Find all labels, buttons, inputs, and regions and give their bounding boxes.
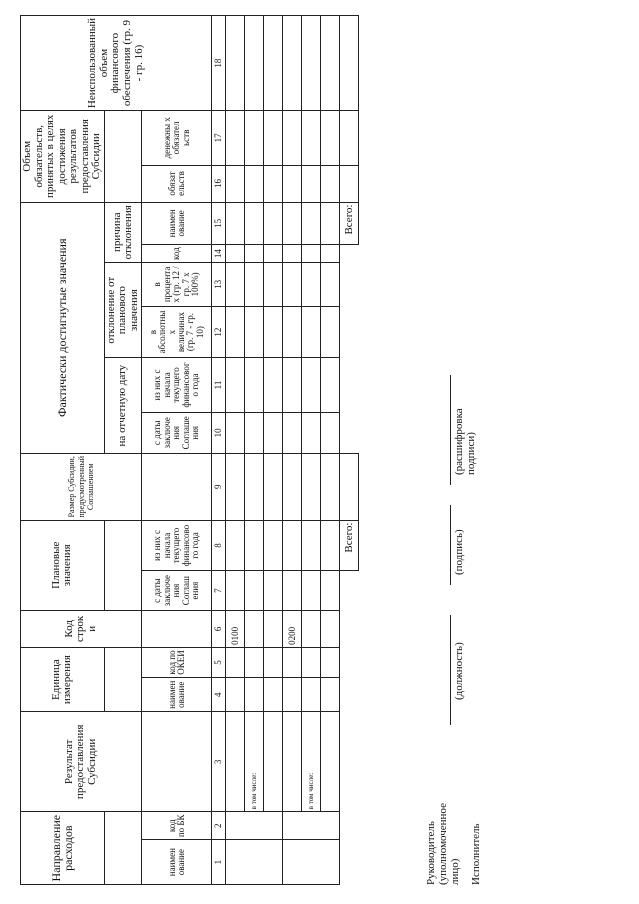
col-number: 7: [212, 571, 226, 610]
col-number: 18: [212, 16, 226, 111]
cell: [321, 263, 340, 307]
cell: [245, 16, 264, 111]
table-row: [264, 16, 283, 885]
cell: [264, 520, 283, 571]
including-cell: в том числе:: [302, 712, 321, 812]
cell: [321, 111, 340, 165]
cell: [226, 16, 245, 111]
col-number: 16: [212, 165, 226, 202]
header-dev-abs: в абсолютны х величинах (гр. 7 - гр. 10): [142, 306, 212, 358]
header-result: [21, 712, 142, 812]
spacer: [142, 610, 212, 647]
cell: [321, 165, 340, 202]
header-result-text: Результат предоставления Субсидии: [62, 724, 98, 800]
cell: [321, 647, 340, 677]
cell: [283, 812, 340, 840]
header-row-code: Код строк и: [21, 610, 142, 647]
cell: [283, 245, 302, 263]
header-obligations: Объем обязательств, принятых в целях достижения результатов предоставления Субсидии: [21, 111, 105, 202]
cell: [283, 647, 302, 677]
cell: [340, 111, 359, 165]
table-row: [245, 16, 264, 885]
cell: [226, 520, 245, 571]
header-direction-name: наимен ование: [142, 840, 212, 885]
cell: [302, 610, 321, 647]
position-caption: (должность): [453, 642, 465, 700]
table-row: [283, 16, 302, 885]
cell: [340, 165, 359, 202]
cell: [245, 412, 264, 453]
cell: [302, 520, 321, 571]
decipher-caption: (расшифровка подписи): [453, 408, 477, 475]
cell: [283, 712, 302, 812]
col-number: 9: [212, 453, 226, 520]
table-row: [321, 16, 340, 885]
col-number: 8: [212, 520, 226, 571]
cell: [264, 263, 283, 307]
header-on-date-from: с даты заключе ния Соглаше ния: [142, 412, 212, 453]
cell: [264, 202, 283, 245]
header-planned-from: с даты заключе ния Соглаш ения: [142, 571, 212, 610]
cell: [226, 245, 245, 263]
col-number: 12: [212, 306, 226, 358]
cell: [283, 358, 302, 412]
including-cell: в том числе:: [245, 712, 264, 812]
cell: [321, 678, 340, 712]
col-number: 10: [212, 412, 226, 453]
cell: [321, 453, 340, 520]
header-unused: Неиспользованный объем финансового обеспечения (гр. 9 - гр. 16): [21, 16, 212, 111]
cell: [226, 165, 245, 202]
cell: [302, 263, 321, 307]
cell: [245, 678, 264, 712]
cell: [226, 453, 245, 520]
cell: [302, 678, 321, 712]
cell: [226, 111, 245, 165]
cell: [302, 571, 321, 610]
col-number: 3: [212, 712, 226, 812]
col-number: 14: [212, 245, 226, 263]
spacer: [340, 571, 359, 885]
cell: [245, 610, 264, 647]
cell: [302, 412, 321, 453]
header-planned-year: из них с начала текущего финансово го года: [142, 520, 212, 571]
cell: [226, 840, 283, 885]
cell: [226, 306, 245, 358]
cell: [302, 202, 321, 245]
header-unit: Единица измерения: [21, 647, 105, 711]
cell: [283, 202, 302, 245]
cell: [264, 453, 283, 520]
header-obl-obligations: обязат ельств: [142, 165, 212, 202]
header-direction: Направление расходов: [21, 812, 105, 885]
cell: [321, 610, 340, 647]
cell: [302, 358, 321, 412]
spacer: [104, 812, 142, 885]
cell: [245, 647, 264, 677]
cell: [264, 165, 283, 202]
cell: [245, 165, 264, 202]
cell: [245, 111, 264, 165]
position-line: [450, 615, 451, 725]
spacer: [142, 453, 212, 520]
cell: [302, 16, 321, 111]
col-number: 13: [212, 263, 226, 307]
cell: [245, 571, 264, 610]
cell: [302, 111, 321, 165]
cell: [264, 610, 283, 647]
col-number: 17: [212, 111, 226, 165]
cell: [283, 453, 302, 520]
cell: [302, 165, 321, 202]
col-number: 5: [212, 647, 226, 677]
header-dev-pct: в процента х (гр. 12 / гр. 7 x 100%): [142, 263, 212, 307]
cell: [264, 712, 283, 812]
cell: [226, 571, 245, 610]
cell: [264, 647, 283, 677]
cell: [226, 358, 245, 412]
spacer: [340, 245, 359, 454]
table-row: [302, 16, 321, 885]
spacer: [142, 712, 212, 812]
signature-line: [450, 505, 451, 585]
cell: [264, 678, 283, 712]
cell: [321, 245, 340, 263]
cell: [245, 306, 264, 358]
cell: [321, 412, 340, 453]
col-number: 2: [212, 812, 226, 840]
header-unit-code: код по ОКЕИ: [142, 647, 212, 677]
cell: [226, 678, 245, 712]
cell: [321, 712, 340, 812]
header-subsidy-size-text: Размер Субсидии, предусмотренный Соглашением: [67, 455, 95, 518]
cell: [283, 165, 302, 202]
cell: [264, 571, 283, 610]
cell: [321, 16, 340, 111]
cell: [226, 647, 245, 677]
row-code-cell: 0100: [226, 610, 245, 647]
cell: [283, 111, 302, 165]
cell: [283, 571, 302, 610]
cell: [283, 520, 302, 571]
column-numbers-row: [212, 16, 226, 885]
decipher-line: [450, 375, 451, 485]
cell: [264, 358, 283, 412]
cell: [283, 678, 302, 712]
header-on-date: на отчетную дату: [104, 358, 142, 454]
cell: [283, 263, 302, 307]
header-reason-code: код: [142, 245, 212, 263]
cell: [283, 306, 302, 358]
cell: [321, 202, 340, 245]
cell: [245, 358, 264, 412]
header-reason-name: наимен ование: [142, 202, 212, 245]
cell: [302, 453, 321, 520]
total-row: [340, 16, 359, 885]
spacer: [104, 520, 142, 610]
head-label: Руководитель (уполномоченное лицо): [425, 803, 461, 885]
cell: [321, 571, 340, 610]
cell: [264, 412, 283, 453]
cell: [245, 453, 264, 520]
col-number: 11: [212, 358, 226, 412]
cell: [245, 202, 264, 245]
col-number: 4: [212, 678, 226, 712]
cell: [302, 647, 321, 677]
col-number: 1: [212, 840, 226, 885]
cell: [226, 712, 245, 812]
total-label-planned: Всего:: [340, 520, 359, 571]
cell: [321, 520, 340, 571]
cell: [283, 840, 340, 885]
cell: [321, 306, 340, 358]
total-label-actual: Всего:: [340, 202, 359, 245]
cell: [226, 202, 245, 245]
executor-label: Исполнитель: [470, 823, 482, 885]
table-row: [226, 16, 245, 885]
header-on-date-year: из них с начала текущего финансовог о года: [142, 358, 212, 412]
cell: [321, 358, 340, 412]
cell: [340, 453, 359, 520]
row-code-cell: 0200: [283, 610, 302, 647]
col-number: 6: [212, 610, 226, 647]
cell: [226, 263, 245, 307]
spacer: [104, 647, 142, 711]
cell: [302, 245, 321, 263]
cell: [245, 520, 264, 571]
cell: [245, 245, 264, 263]
cell: [264, 245, 283, 263]
header-planned: Плановые значения: [21, 520, 105, 610]
spacer: [104, 111, 142, 202]
cell: [226, 412, 245, 453]
cell: [340, 16, 359, 111]
cell: [264, 16, 283, 111]
cell: [283, 16, 302, 111]
header-direction-code: код по БК: [142, 812, 212, 840]
cell: [264, 306, 283, 358]
signature-caption: (подпись): [453, 529, 465, 575]
header-actual: Фактически достигнутые значения: [21, 202, 105, 453]
cell: [264, 111, 283, 165]
cell: [226, 812, 283, 840]
header-unit-name: наимен ование: [142, 678, 212, 712]
header-deviation: отклонение от планового значения: [104, 263, 142, 358]
header-reason: причина отклонения: [104, 202, 142, 263]
cell: [302, 306, 321, 358]
rotated-form: [20, 0, 490, 885]
header-obl-money: денежны х обязател ьств: [142, 111, 212, 165]
cell: [245, 263, 264, 307]
cell: [283, 412, 302, 453]
header-subsidy-size: [21, 453, 142, 520]
col-number: 15: [212, 202, 226, 245]
report-table: [20, 15, 359, 885]
